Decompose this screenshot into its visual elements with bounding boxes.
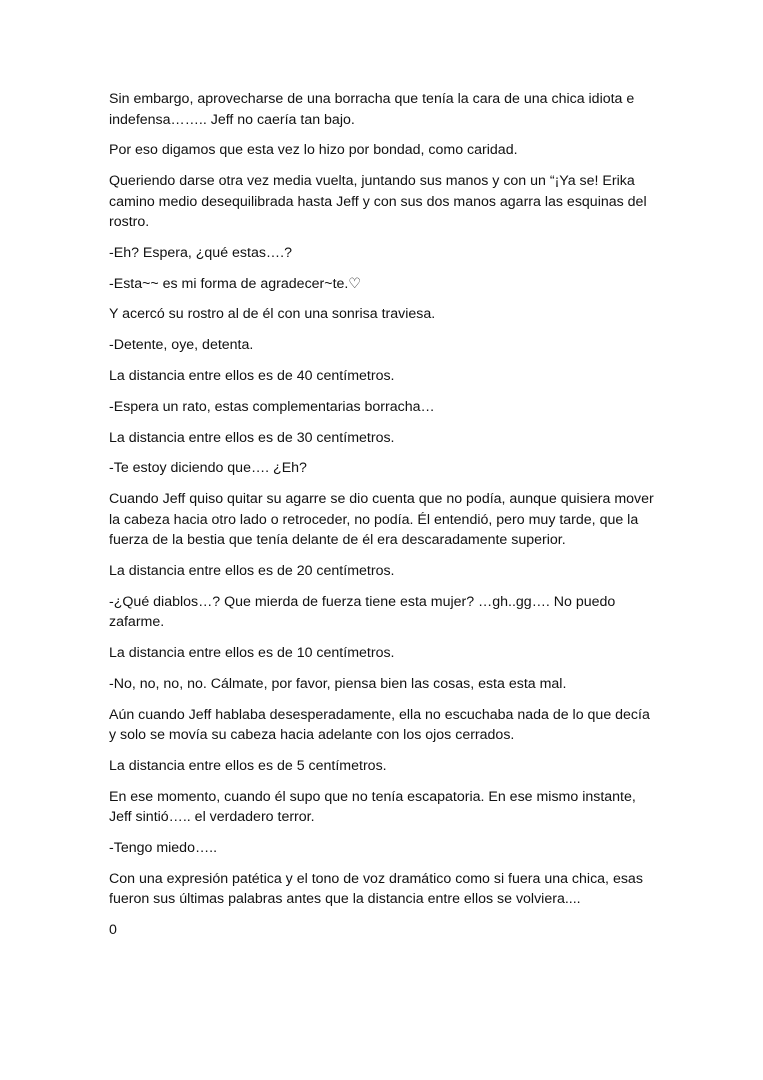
distance-line: La distancia entre ellos es de 10 centímetros. [109,645,395,662]
dialogue-line: -Esta~~ es mi forma de agradecer~te.♡ [109,275,362,292]
dialogue-line: -¿Qué diablos…? Que mierda de fuerza tiene esta mujer? …gh..gg…. No puedo zafarme. [109,593,616,631]
final-distance: 0 [109,922,117,939]
distance-line: La distancia entre ellos es de 20 centímetros. [109,563,395,580]
paragraph: Con una expresión patética y el tono de voz dramático como si fuera una chica, esas fueron sus últimas palabras antes que la distancia entre ellos se volviera.... [109,870,643,908]
dialogue-line: -Te estoy diciendo que…. ¿Eh? [109,460,307,477]
paragraph: Cuando Jeff quiso quitar su agarre se dio cuenta que no podía, aunque quisiera mover la cabeza hacia otro lado o retroceder, no podía. Él entendió, pero muy tarde, que la fuerza de la bestia que tenía delante de él era descaradamente superior. [109,491,654,549]
paragraph: Sin embargo, aprovecharse de una borracha que tenía la cara de una chica idiota e indefensa…….. Jeff no caería tan bajo. [109,91,635,128]
distance-line: La distancia entre ellos es de 30 centímetros. [109,429,395,446]
paragraph: Y acercó su rostro al de él con una sonrisa traviesa. [109,306,436,323]
paragraph: En ese momento, cuando él supo que no tenía escapatoria. En ese mismo instante, Jeff sintió….. el verdadero terror. [109,788,636,826]
dialogue-line: -Tengo miedo….. [109,840,218,857]
dialogue-line: -No, no, no, no. Cálmate, por favor, piensa bien las cosas, esta esta mal. [109,675,567,692]
paragraph: Por eso digamos que esta vez lo hizo por bondad, como caridad. [109,142,518,159]
dialogue-line: -Detente, oye, detenta. [109,337,254,354]
paragraph: Queriendo darse otra vez media vuelta, juntando sus manos y con un “¡Ya se! Erika camino medio desequilibrada hasta Jeff y con sus dos manos agarra las esquinas del rostro. [109,173,647,231]
dialogue-line: -Eh? Espera, ¿qué estas….? [109,244,292,261]
dialogue-line: -Espera un rato, estas complementarias borracha… [109,398,435,415]
distance-line: La distancia entre ellos es de 40 centímetros. [109,368,395,385]
distance-line: La distancia entre ellos es de 5 centímetros. [109,758,387,775]
document-page [109,89,657,951]
paragraph: Aún cuando Jeff hablaba desesperadamente, ella no escuchaba nada de lo que decía y solo se movía su cabeza hacia adelante con los ojos cerrados. [109,706,650,744]
